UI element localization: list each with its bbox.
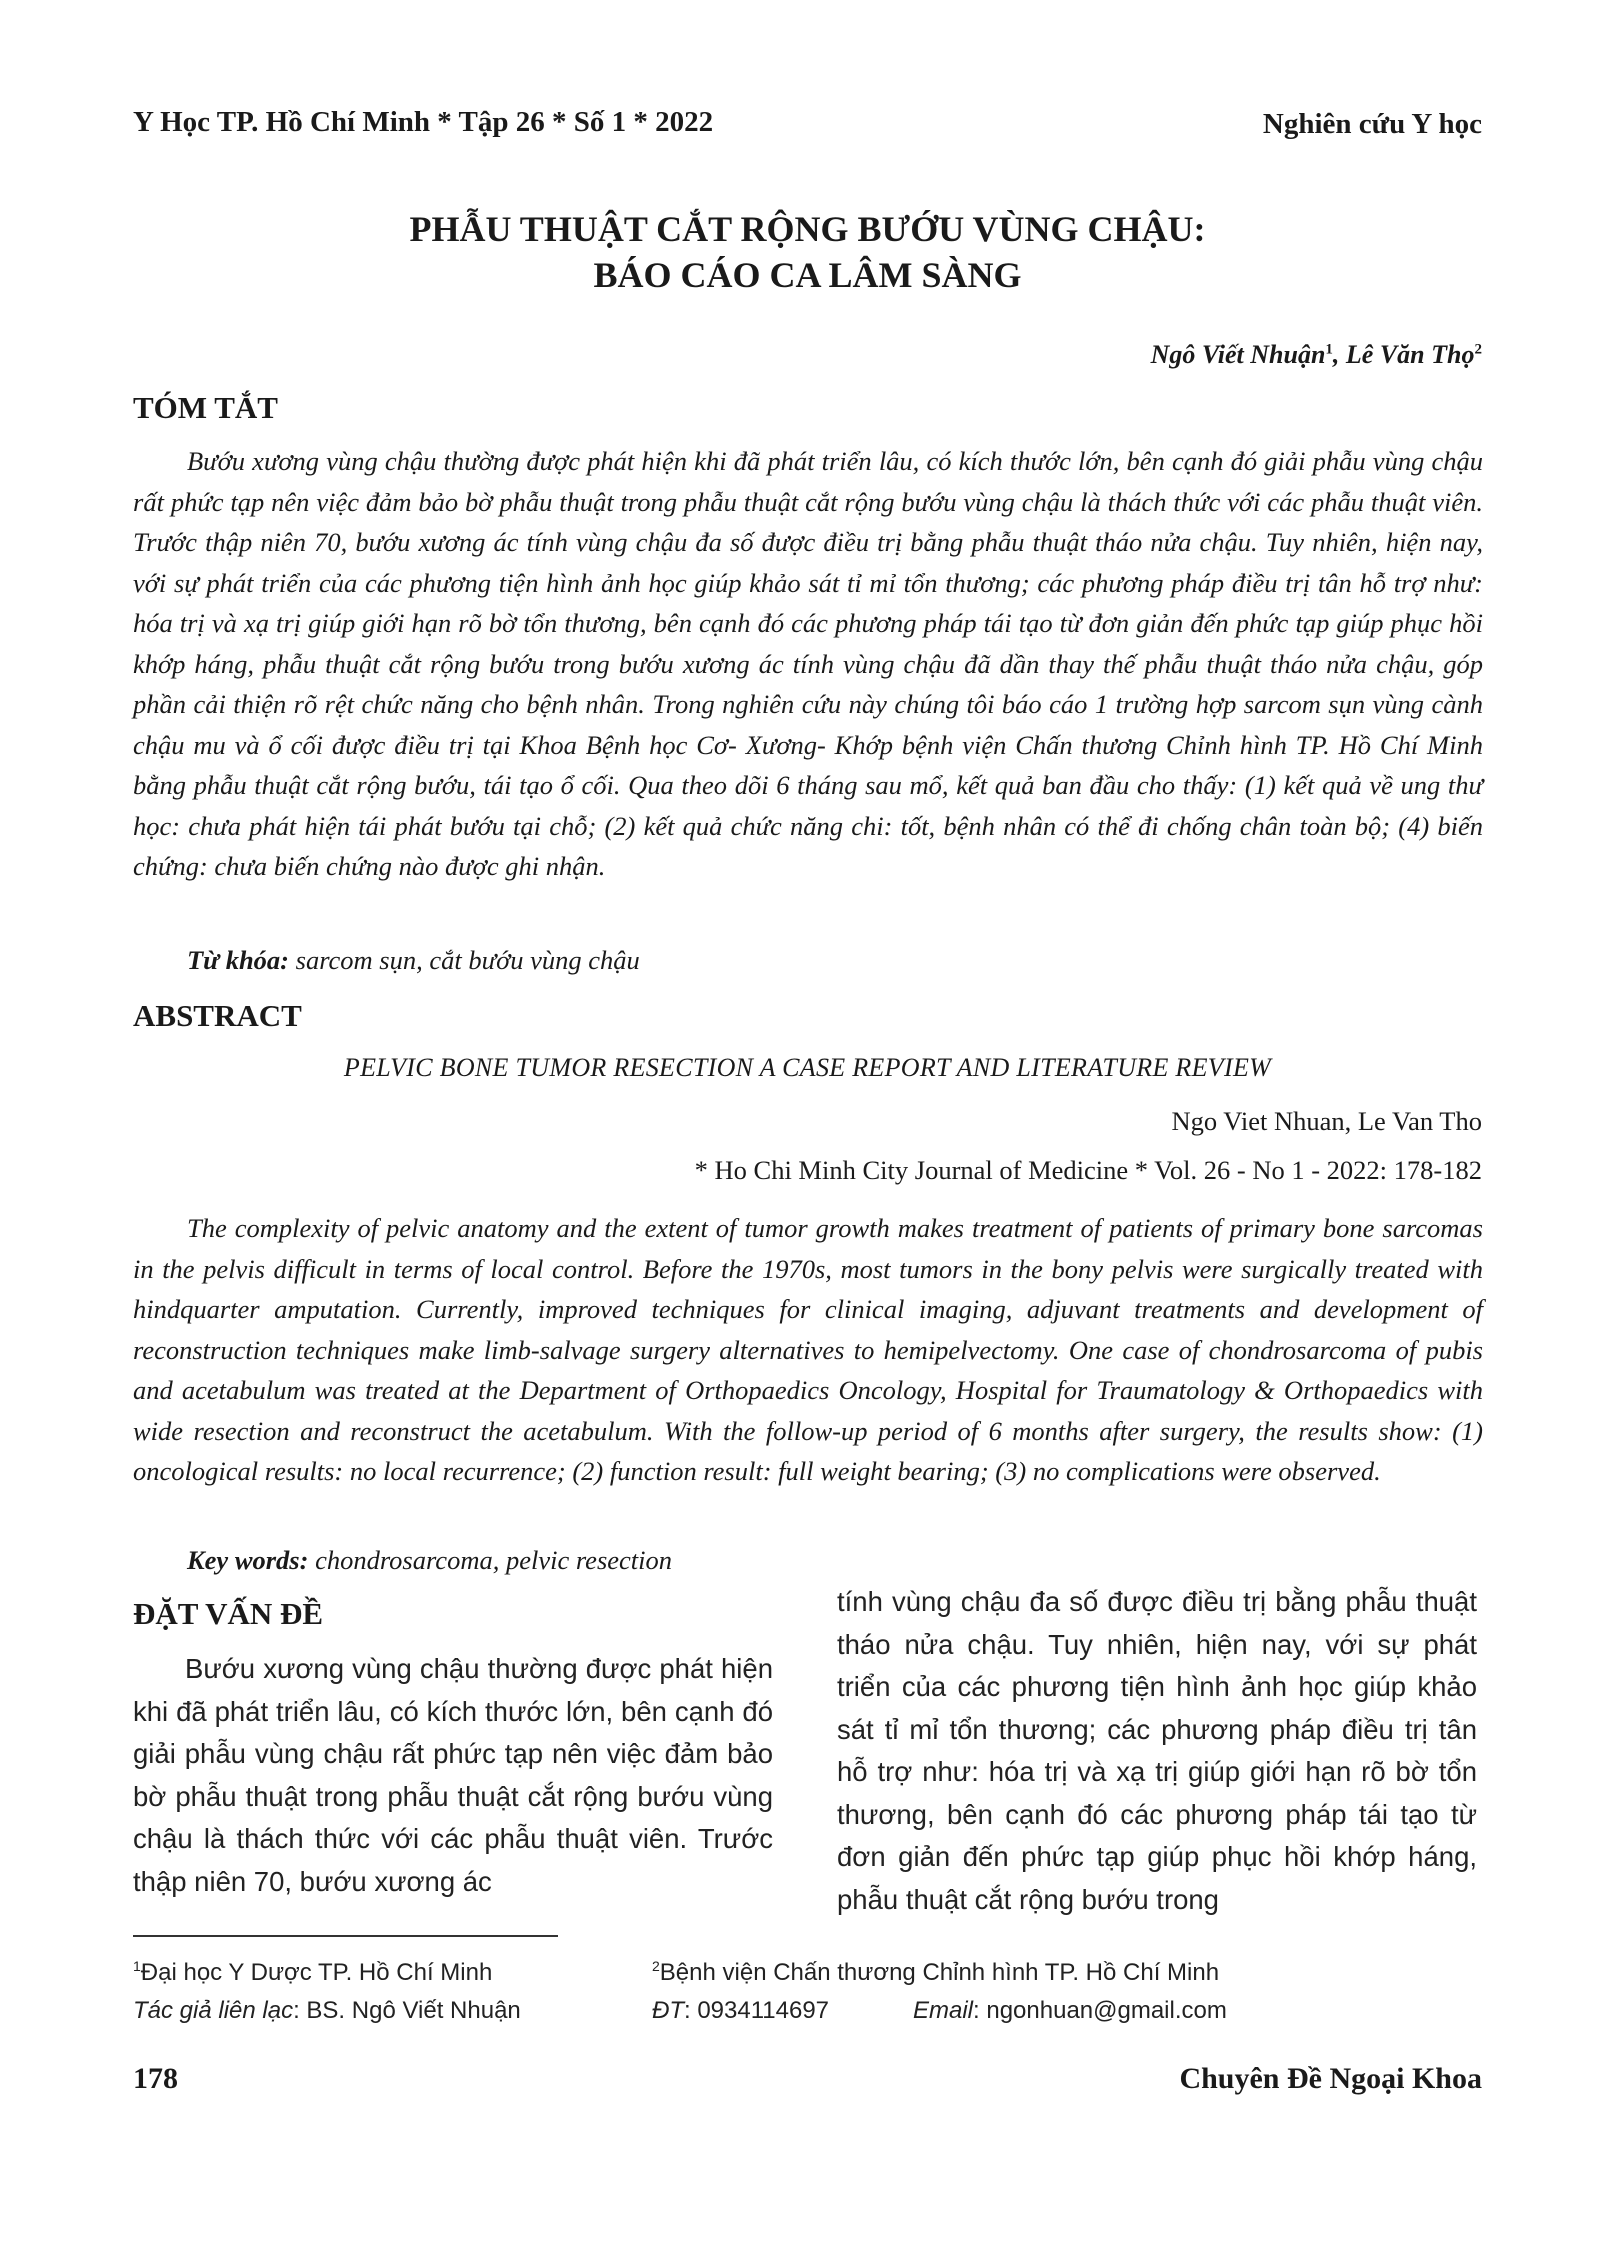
paper-title [0,206,1615,298]
keywords-label: Từ khóa: [187,945,290,975]
paper-title-line-1: PHẪU THUẬT CẮT RỘNG BƯỚU VÙNG CHẬU: [409,209,1206,249]
issue-topic: Chuyên Đề Ngoại Khoa [1179,2062,1482,2095]
keywords-value: sarcom sụn, cắt bướu vùng chậu [289,945,640,975]
author-1: Ngô Viết Nhuận [1150,340,1326,369]
abstract-title: PELVIC BONE TUMOR RESECTION A CASE REPORT AND LITERATURE REVIEW [343,1053,1272,1082]
footnote-divider [133,1935,558,1937]
summary-text: Bướu xương vùng chậu thường được phát hiện khi đã phát triển lâu, có kích thước lớn, bên cạnh đó giải phẫu vùng chậu rất phức tạp nên việc đảm bảo bờ phẫu thuật trong phẫu thuật cắt rộng bướu vùng chậu là thách thức với các phẫu thuật viên. Trước thập niên 70, bướu xương ác tính vùng chậu đa số được điều trị bằng phẫu thuật tháo nửa chậu. Tuy nhiên, hiện nay, với sự phát triển của các phương tiện hình ảnh học giúp khảo sát tỉ mỉ tổn thương; các phương pháp điều trị tân hỗ trợ như: hóa trị và xạ trị giúp giới hạn rõ bờ tổn thương, bên cạnh đó các phương pháp tái tạo từ đơn giản đến phức tạp giúp phục hồi khớp háng, phẫu thuật cắt rộng bướu trong bướu xương ác tính vùng chậu đã dần thay thế phẫu thuật tháo nửa chậu, góp phần cải thiện rõ rệt chức năng cho bệnh nhân. Trong nghiên cứu này chúng tôi báo cáo 1 trường hợp sarcom sụn vùng cành chậu mu và ổ cối được điều trị tại Khoa Bệnh học Cơ- Xương- Khớp bệnh viện Chấn thương Chỉnh hình TP. Hồ Chí Minh bằng phẫu thuật cắt rộng bướu, tái tạo ổ cối. Qua theo dõi 6 tháng sau mổ, kết quả ban đầu cho thấy: (1) kết quả về ung thư học: chưa phát hiện tái phát bướu tại chỗ; (2) kết quả chức năng chi: tốt, bệnh nhân có thể đi chống chân toàn bộ; (4) biến chứng: chưa biến chứng nào được ghi nhận. [133,446,1483,881]
summary-keywords [187,945,640,976]
author-separator: , [1332,340,1346,369]
intro-right-column: tính vùng chậu đa số được điều trị bằng phẫu thuật tháo nửa chậu. Tuy nhiên, hiện nay, với sự phát triển của các phương tiện hình ảnh học giúp khảo sát tỉ mỉ tổn thương; các phương pháp điều trị tân hỗ trợ như: hóa trị và xạ trị giúp giới hạn rõ bờ tổn thương, bên cạnh đó các phương pháp tái tạo từ đơn giản đến phức tạp giúp phục hồi khớp háng, phẫu thuật cắt rộng bướu trong [837,1586,1477,1915]
abstract-citation: * Ho Chi Minh City Journal of Medicine * Vol. 26 - No 1 - 2022: 178-182 [694,1155,1482,1185]
intro-heading: ĐẶT VẤN ĐỀ [133,1596,324,1631]
page-number: 178 [133,2062,178,2095]
author-line [1151,340,1482,370]
journal-header: Y Học TP. Hồ Chí Minh * Tập 26 * Số 1 * 2022 [133,106,714,138]
intro-left-column: Bướu xương vùng chậu thường được phát hiện khi đã phát triển lâu, có kích thước lớn, bên cạnh đó giải phẫu vùng chậu rất phức tạp nên việc đảm bảo bờ phẫu thuật trong phẫu thuật cắt rộng bướu vùng chậu là thách thức với các phẫu thuật viên. Trước thập niên 70, bướu xương ác [133,1653,773,1897]
key-words-value: chondrosarcoma, pelvic resection [308,1545,672,1575]
author-1-affiliation: 1 [1325,341,1333,358]
affiliation-2: $^2$Bệnh viện Chấn thương Chỉnh hình TP. Hồ Chí Minh [652,1958,1220,1986]
abstract-heading: ABSTRACT [133,998,302,1033]
abstract-keywords [187,1545,672,1576]
summary-heading: TÓM TẮT [133,390,278,425]
section-header: Nghiên cứu Y học [1262,108,1482,140]
abstract-authors: Ngo Viet Nhuan, Le Van Tho [1171,1106,1482,1136]
author-email: Email: ngonhuan@gmail.com [913,1997,1227,2024]
affiliation-1: $^1$Đại học Y Dược TP. Hồ Chí Minh [133,1958,493,1986]
key-words-label: Key words: [187,1545,309,1575]
paper-title-line-2: BÁO CÁO CA LÂM SÀNG [593,255,1022,295]
author-phone: ĐT: 0934114697 [652,1997,830,2024]
abstract-text: The complexity of pelvic anatomy and the extent of tumor growth makes treatment of patients of primary bone sarcomas in the pelvis difficult in terms of local control. Before the 1970s, most tumors in the bony pelvis were surgically treated with hindquarter amputation. Currently, improved techniques for clinical imaging, adjuvant treatments and development of reconstruction techniques make limb-salvage surgery alternatives to hemipelvectomy. One case of chondrosarcoma of pubis and acetabulum was treated at the Department of Orthopaedics Oncology, Hospital for Traumatology & Orthopaedics with wide resection and reconstruct the acetabulum. With the follow-up period of 6 months after surgery, the results show: (1) oncological results: no local recurrence; (2) function result: full weight bearing; (3) no complications were observed. [133,1213,1483,1486]
author-2-affiliation: 2 [1474,341,1482,358]
corresponding-author: Tác giả liên lạc: BS. Ngô Viết Nhuận [133,1997,521,2024]
author-2: Lê Văn Thọ [1345,340,1475,369]
